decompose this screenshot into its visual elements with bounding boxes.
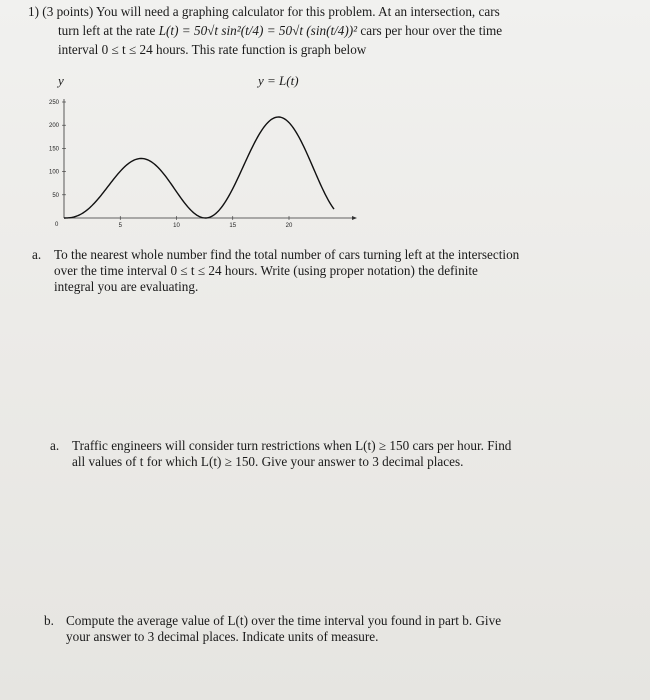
y-tick-label: 200 [48,123,59,130]
question-b-line-1: Compute the average value of L(t) over the time interval you found in part b. Give [66,613,502,628]
question-b-average-value [44,613,604,645]
origin-label: 0 [55,222,59,228]
problem-number: 1) [28,4,39,19]
x-tick-label: 5 [118,223,122,229]
graph-y-label: y [58,73,64,88]
y-tick-label: 50 [52,192,59,199]
problem-intro: You will need a graphing calculator for this problem. At an intersection, cars [96,4,500,19]
question-a2-line-2: all values of t for which L(t) ≥ 150. Give your answer to 3 decimal places. [72,454,464,469]
y-tick-label: 150 [48,146,59,153]
rate-prefix: turn left at the rate [58,23,156,38]
x-tick-label: 20 [285,223,293,229]
question-a2-label: a. [50,438,60,453]
rate-suffix: cars per hour over the time [360,23,503,38]
y-tick-label: 100 [48,169,59,176]
question-a-total-cars [32,247,612,295]
x-tick-label: 15 [229,223,237,229]
question-a-turn-restrictions [50,438,610,470]
question-b-line-2: your answer to 3 decimal places. Indicate units of measure. [66,629,379,644]
problem-points: (3 points) [42,4,94,19]
question-a-line-3: integral you are evaluating. [54,279,199,294]
y-tick-label: 250 [48,100,59,106]
x-tick-label: 10 [173,223,180,229]
x-axis-arrow [352,216,357,220]
rate-formula: L(t) = 50√t sin²(t/4) = 50√t (sin(t/4))² [158,23,358,38]
problem-line-2 [28,21,628,40]
problem-line-3: interval 0 ≤ t ≤ 24 hours. This rate function is graph below [58,42,367,57]
question-a2-line-1: Traffic engineers will consider turn restrictions when L(t) ≥ 150 cars per hour. Find [72,438,512,453]
rate-function-graph [30,94,370,234]
y-tick-group [49,100,66,199]
graph-function-label: y = L(t) [258,73,299,88]
problem-line-1 [28,2,628,21]
question-a-label: a. [32,247,42,262]
problem-statement [28,2,628,59]
question-b-label: b. [44,613,54,628]
question-a-line-2: over the time interval 0 ≤ t ≤ 24 hours. Write (using proper notation) the definite [54,263,478,278]
rate-curve [64,117,334,218]
question-a-line-1: To the nearest whole number find the total number of cars turning left at the intersection [54,247,520,262]
